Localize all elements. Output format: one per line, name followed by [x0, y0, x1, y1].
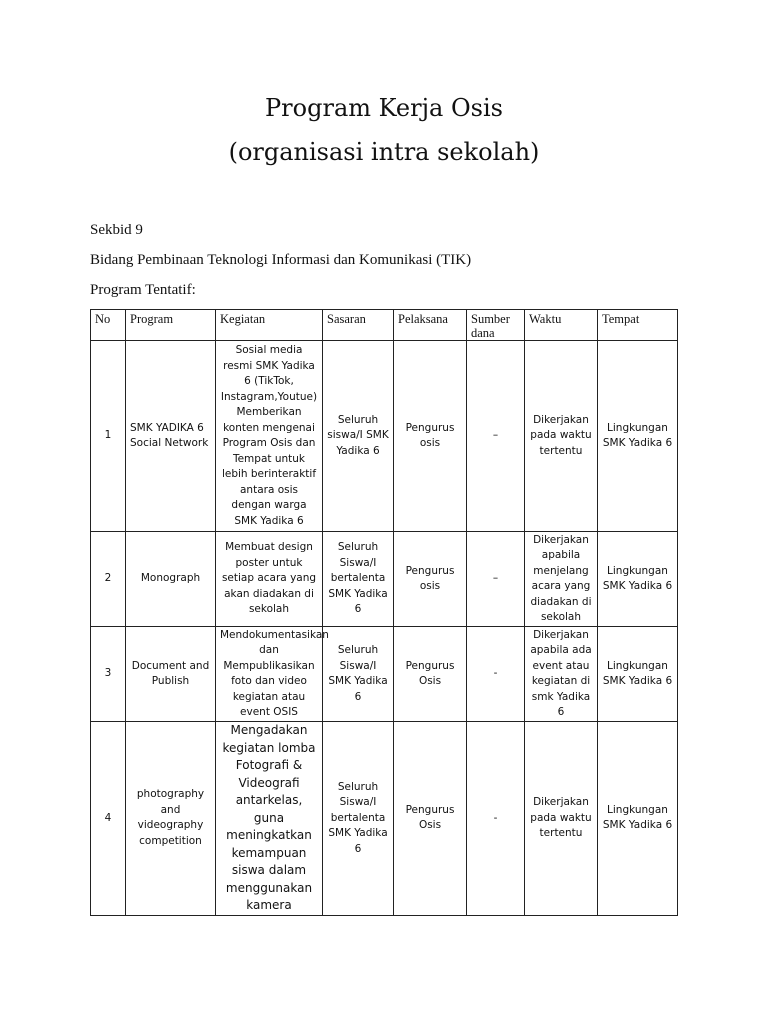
cell-pelaksana: Pengurus osis [394, 341, 467, 532]
sekbid-label: Sekbid 9 [90, 222, 143, 238]
cell-pelaksana: Pengurus Osis [394, 627, 467, 722]
header-waktu: Waktu [525, 310, 598, 341]
cell-kegiatan: Sosial media resmi SMK Yadika 6 (TikTok, Instagram,Youtue) Memberikan konten mengenai Program Osis dan Tempat untuk lebih berinteraktif antara osis dengan warga SMK Yadika 6 [216, 341, 323, 532]
table-row [91, 341, 678, 532]
table-row [91, 532, 678, 627]
bidang-label: Bidang Pembinaan Teknologi Informasi dan Komunikasi (TIK) [90, 252, 472, 268]
program-tentatif-label: Program Tentatif: [90, 282, 196, 298]
cell-waktu: Dikerjakan pada waktu tertentu [525, 341, 598, 532]
cell-tempat: Lingkungan SMK Yadika 6 [598, 627, 678, 722]
header-pelaksana: Pelaksana [394, 310, 467, 341]
table-row [91, 627, 678, 722]
cell-no: 1 [91, 341, 126, 532]
program-table [90, 309, 678, 916]
cell-sasaran: Seluruh siswa/I SMK Yadika 6 [323, 341, 394, 532]
header-sumber-dana: Sumber dana [467, 310, 525, 341]
cell-program: photography and videography competition [126, 722, 216, 916]
cell-sasaran: Seluruh Siswa/I SMK Yadika 6 [323, 627, 394, 722]
cell-tempat: Lingkungan SMK Yadika 6 [598, 532, 678, 627]
cell-kegiatan: Mendokumentasikan dan Mempublikasikan foto dan video kegiatan atau event OSIS [216, 627, 323, 722]
cell-waktu: Dikerjakan apabila menjelang acara yang diadakan di sekolah [525, 532, 598, 627]
cell-kegiatan: Membuat design poster untuk setiap acara yang akan diadakan di sekolah [216, 532, 323, 627]
cell-sasaran: Seluruh Siswa/I bertalenta SMK Yadika 6 [323, 532, 394, 627]
cell-no: 4 [91, 722, 126, 916]
cell-waktu: Dikerjakan pada waktu tertentu [525, 722, 598, 916]
table-header-row [91, 310, 678, 341]
cell-sumber-dana: – [467, 341, 525, 532]
cell-tempat: Lingkungan SMK Yadika 6 [598, 341, 678, 532]
table-row [91, 722, 678, 916]
header-sasaran: Sasaran [323, 310, 394, 341]
cell-program: Monograph [126, 532, 216, 627]
cell-sumber-dana: - [467, 722, 525, 916]
cell-no: 3 [91, 627, 126, 722]
cell-sasaran: Seluruh Siswa/I bertalenta SMK Yadika 6 [323, 722, 394, 916]
cell-sumber-dana: – [467, 532, 525, 627]
cell-sumber-dana: - [467, 627, 525, 722]
cell-waktu: Dikerjakan apabila ada event atau kegiatan di smk Yadika 6 [525, 627, 598, 722]
cell-tempat: Lingkungan SMK Yadika 6 [598, 722, 678, 916]
cell-program: SMK YADIKA 6 Social Network [126, 341, 216, 532]
cell-no: 2 [91, 532, 126, 627]
document-subtitle: (organisasi intra sekolah) [228, 138, 540, 166]
header-kegiatan: Kegiatan [216, 310, 323, 341]
header-no: No [91, 310, 126, 341]
cell-program: Document and Publish [126, 627, 216, 722]
cell-kegiatan: Mengadakan kegiatan lomba Fotografi & Videografi antarkelas, guna meningkatkan kemampuan siswa dalam menggunakan kamera [216, 722, 323, 916]
document-title: Program Kerja Osis [265, 94, 503, 122]
header-program: Program [126, 310, 216, 341]
cell-pelaksana: Pengurus osis [394, 532, 467, 627]
cell-pelaksana: Pengurus Osis [394, 722, 467, 916]
header-tempat: Tempat [598, 310, 678, 341]
